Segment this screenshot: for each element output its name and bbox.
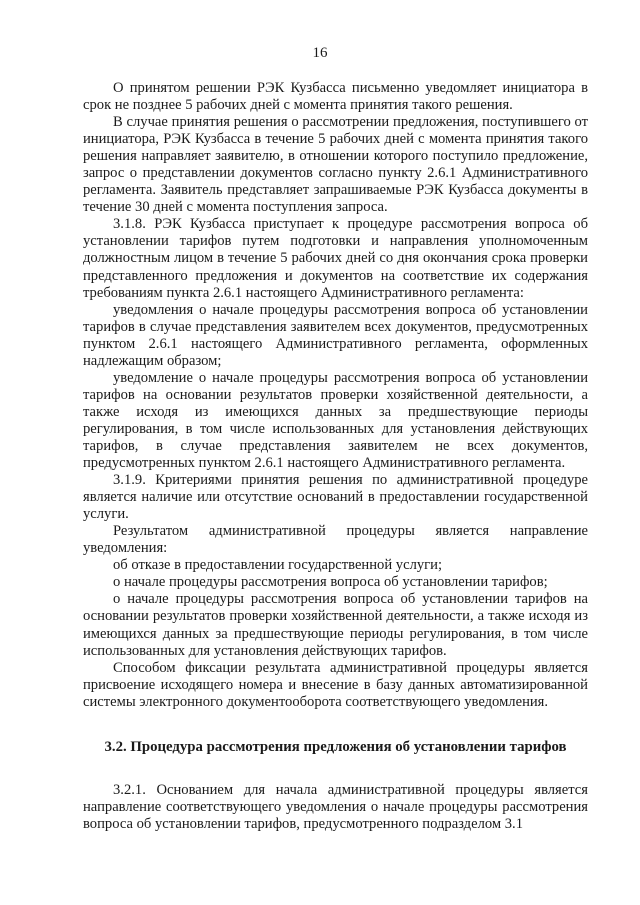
paragraph-result-recording: Способом фиксации результата административной процедуры является присвоение исходящего номера и внесение в базу данных автоматизированной системы электронного документооборота соответствующего уведомления. bbox=[83, 659, 588, 710]
paragraph-notice-complete-documents: уведомления о начале процедуры рассмотрения вопроса об установлении тарифов в случае представления заявителем всех документов, предусмотренных пунктом 2.6.1 настоящего Административного регламента, оформленных надлежащим образом; bbox=[83, 301, 588, 369]
paragraph-result-intro: Результатом административной процедуры является направление уведомления: bbox=[83, 523, 588, 557]
section-heading-3-2: 3.2. Процедура рассмотрения предложения об установлении тарифов bbox=[104, 738, 567, 755]
paragraph-3-1-8: 3.1.8. РЭК Кузбасса приступает к процедуре рассмотрения вопроса об установлении тарифов путем подготовки и направления уполномоченным должностным лицом в течение 5 рабочих дней со дня окончания срока проверки представленного предложения и документов на соответствие их содержания требованиям пункта 2.6.1 настоящего Административного регламента: bbox=[83, 216, 588, 301]
paragraph-decision-notice: О принятом решении РЭК Кузбасса письменно уведомляет инициатора в срок не позднее 5 рабочих дней с момента принятия такого решения. bbox=[83, 80, 588, 114]
paragraph-notice-incomplete-documents: уведомление о начале процедуры рассмотрения вопроса об установлении тарифов на основании результатов проверки хозяйственной деятельности, а также исходя из имеющихся данных за предшествующие периоды регулирования, в том числе использованных для установления действующих тарифов, в случае представления заявителем не всех документов, предусмотренных пунктом 2.6.1 настоящего Административного регламента. bbox=[83, 369, 588, 472]
page-body bbox=[83, 80, 588, 833]
paragraph-document-request: В случае принятия решения о рассмотрении предложения, поступившего от инициатора, РЭК Кузбасса в течение 5 рабочих дней с момента принятия такого решения направляет заявителю, в отношении которого поступило предложение, запрос о представлении документов согласно пункту 2.6.1 Административного регламента. Заявитель представляет запрашиваемые РЭК Кузбасса документы в течение 30 дней с момента поступления запроса. bbox=[83, 114, 588, 216]
list-item-procedure-start: о начале процедуры рассмотрения вопроса об установлении тарифов; bbox=[113, 574, 548, 591]
paragraph-3-2-1: 3.2.1. Основанием для начала административной процедуры является направление соответствующего уведомления о начале процедуры рассмотрения вопроса об установлении тарифов, предусмотренного подразделом 3.1 bbox=[83, 781, 588, 832]
list-item-refusal: об отказе в предоставлении государственной услуги; bbox=[113, 557, 443, 574]
paragraph-3-1-9: 3.1.9. Критериями принятия решения по административной процедуре является наличие или отсутствие оснований в предоставлении государственной услуги. bbox=[83, 472, 588, 523]
page-number: 16 bbox=[312, 45, 328, 61]
list-item-procedure-start-audit: о начале процедуры рассмотрения вопроса об установлении тарифов на основании результатов проверки хозяйственной деятельности, а также исходя из имеющихся данных за предшествующие периоды регулирования, в том числе использованных для установления действующих тарифов. bbox=[83, 591, 588, 659]
